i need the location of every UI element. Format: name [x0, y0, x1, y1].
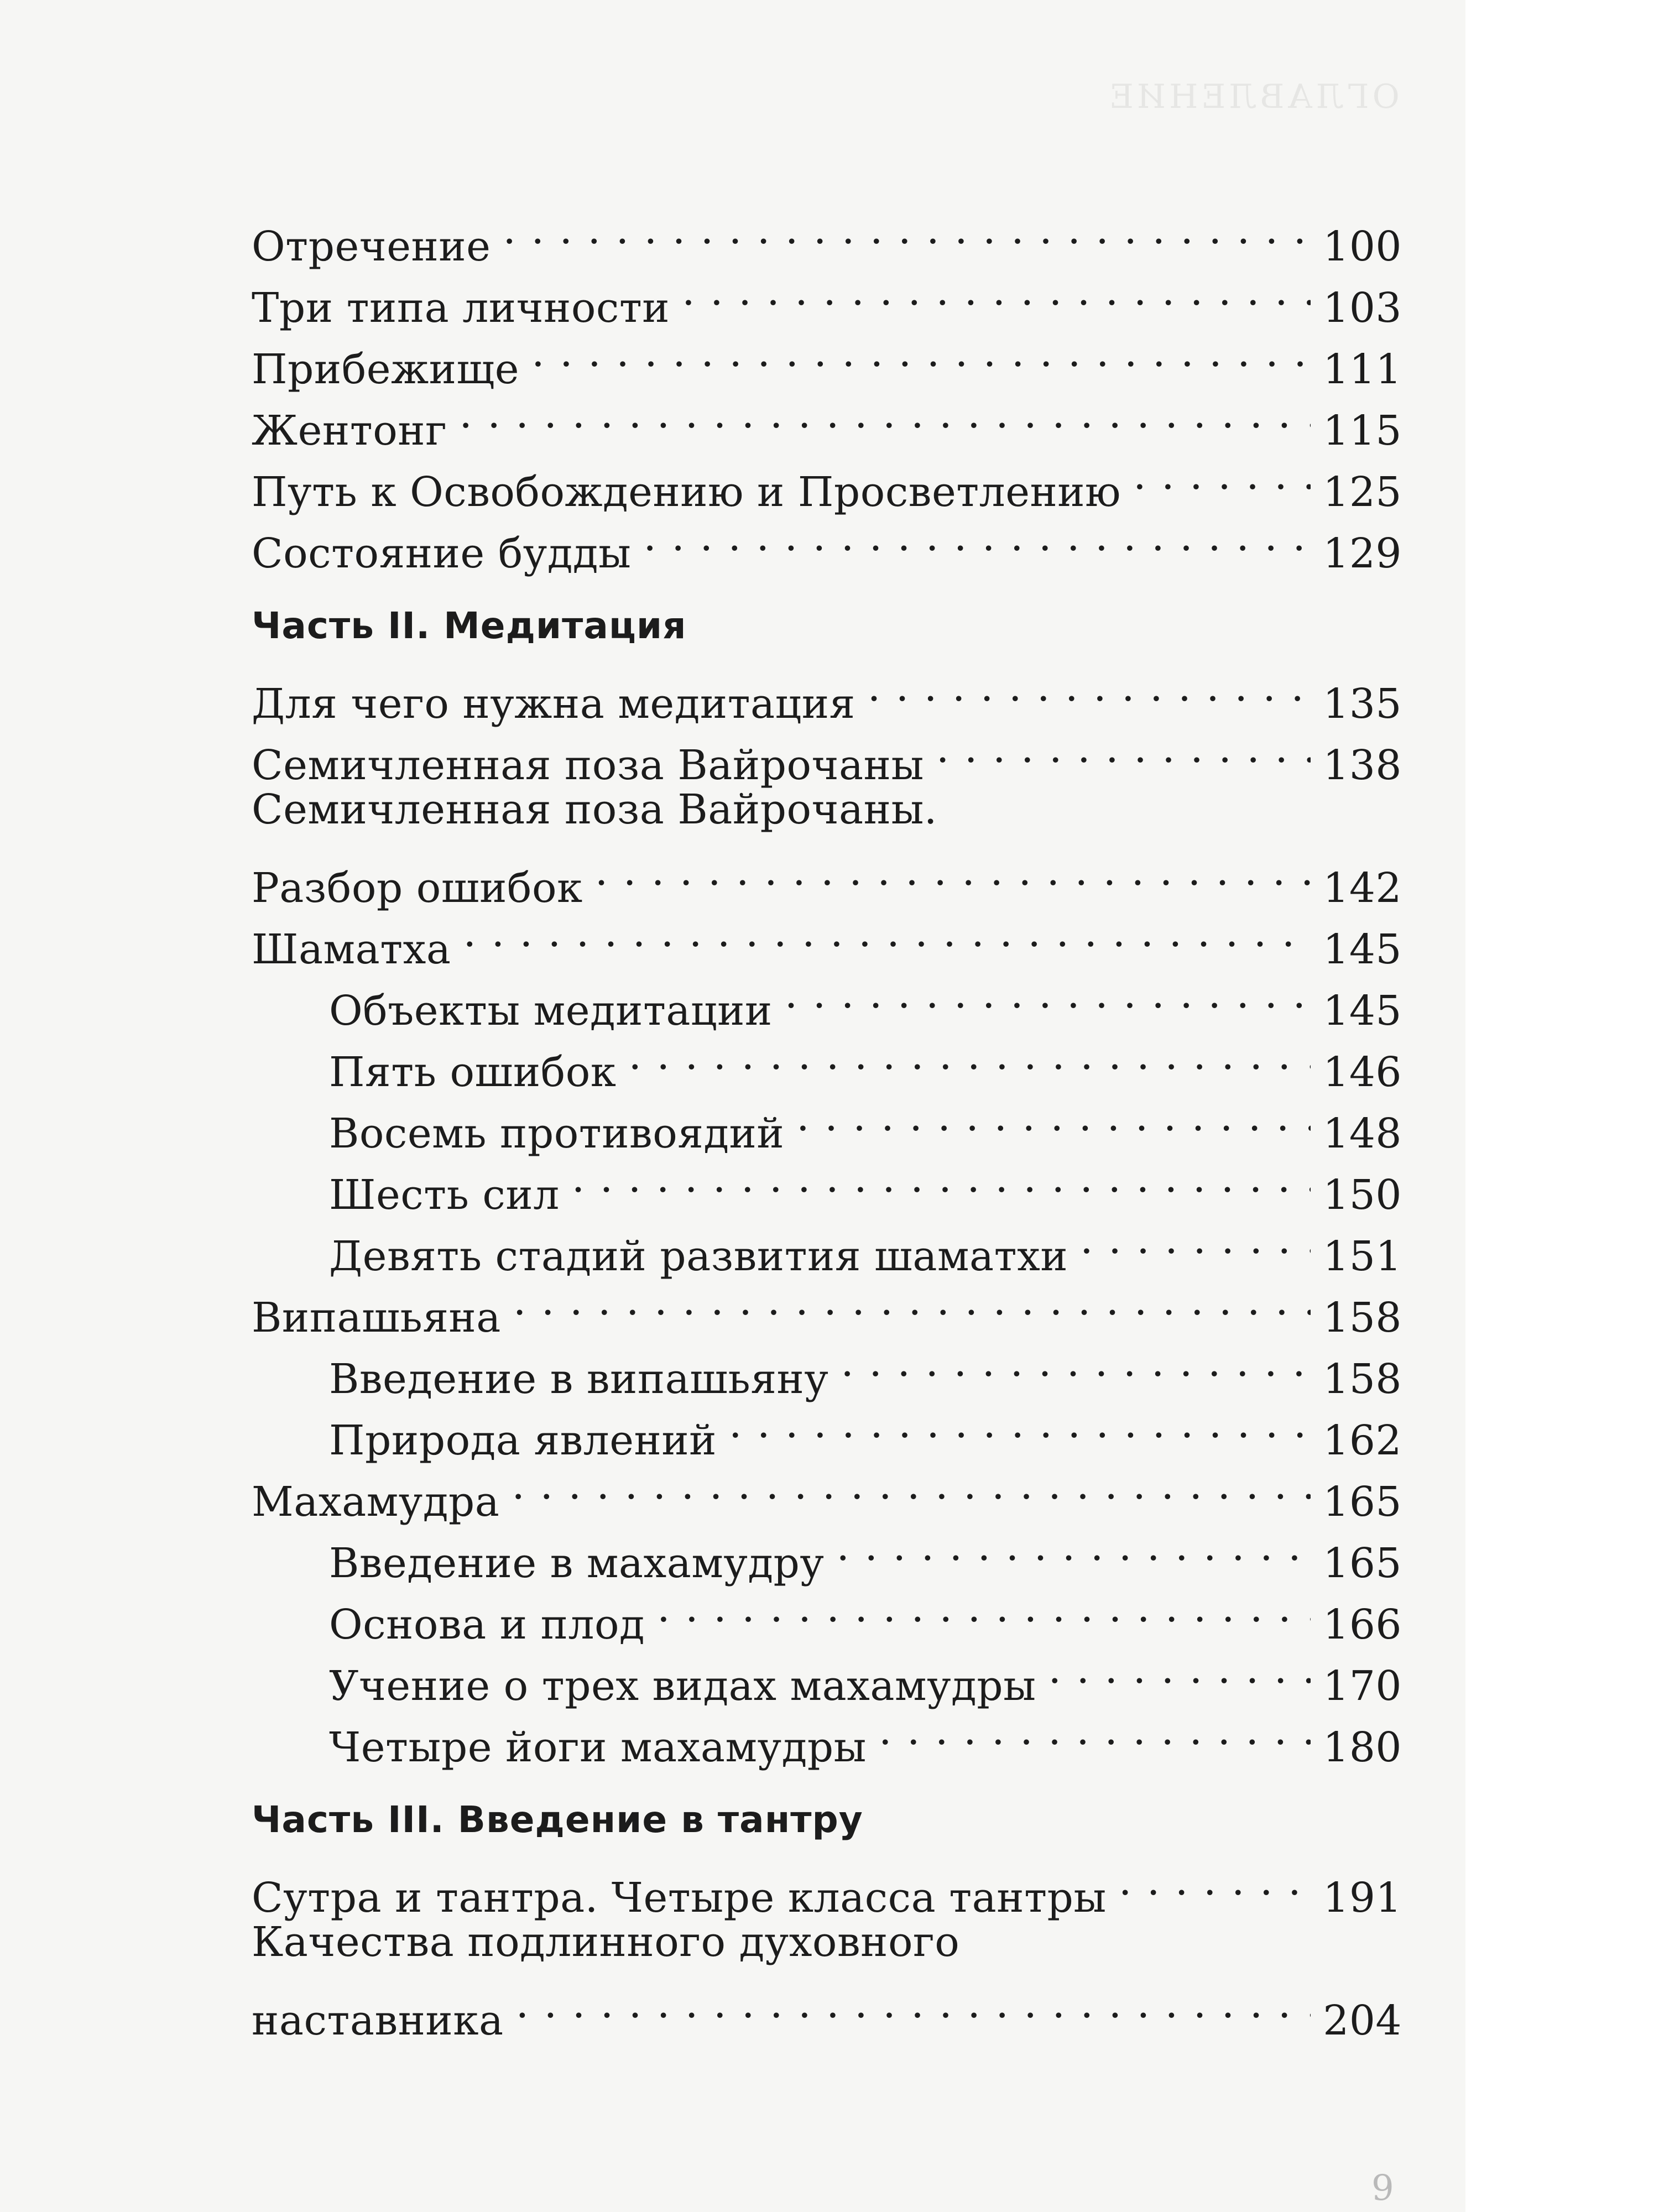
toc-entry-title: Восемь противоядий	[329, 1110, 785, 1157]
toc-entry-page: 103	[1323, 284, 1402, 332]
dot-leader	[1048, 1639, 1311, 1700]
toc-entry-page: 165	[1323, 1478, 1402, 1526]
toc-subentry	[252, 1332, 1402, 1403]
toc-subentry	[252, 1700, 1402, 1771]
dot-leader	[657, 1577, 1311, 1639]
toc-entry	[252, 383, 1402, 455]
toc-subentry	[252, 1086, 1402, 1157]
dot-leader	[595, 841, 1311, 902]
dot-leader	[643, 506, 1311, 567]
toc-entry-title: Три типа личности	[252, 284, 670, 332]
dot-leader	[531, 322, 1311, 383]
show-through-header: ОГЛАВЛЕНИЕ	[1106, 77, 1400, 116]
toc-entry-page: 148	[1323, 1110, 1402, 1157]
toc-entry-page: 111	[1323, 346, 1402, 393]
dot-leader	[512, 1454, 1311, 1516]
toc-entry-title: Основа и плод	[329, 1601, 645, 1648]
toc-entry-page: 135	[1323, 680, 1402, 728]
dot-leader	[516, 1973, 1311, 2034]
toc-entry	[252, 841, 1402, 912]
dot-leader	[785, 963, 1311, 1025]
dot-leader	[463, 902, 1311, 963]
toc-subentry	[252, 1209, 1402, 1280]
toc-entry-title: Для чего нужна медитация	[252, 680, 855, 728]
dot-leader	[1080, 1209, 1311, 1270]
dot-leader	[868, 656, 1311, 718]
toc-entry-title: Випашьяна	[252, 1294, 501, 1342]
toc-subentry	[252, 1577, 1402, 1648]
toc-entry-page: 146	[1323, 1048, 1402, 1096]
toc-entry	[252, 199, 1402, 270]
toc-entry-title: Объекты медитации	[329, 987, 773, 1035]
toc-entry	[252, 656, 1402, 728]
toc-entry-page: 158	[1323, 1355, 1402, 1403]
toc-entry-title: Семичленная поза Вайрочаны	[252, 742, 924, 789]
toc-subentry	[252, 1639, 1402, 1710]
toc-entry-title: Введение в випашьяну	[329, 1355, 829, 1403]
toc-entry-title: Шаматха	[252, 926, 451, 973]
toc-entry-title: наставника	[252, 1997, 504, 2044]
toc-entry-page: 115	[1323, 407, 1402, 455]
part-heading: Часть II. Медитация	[252, 604, 687, 647]
toc-subentry	[252, 963, 1402, 1035]
toc-entry-page: 145	[1323, 987, 1402, 1035]
toc-entry-continued-line: Семичленная поза Вайрочаны.	[252, 786, 937, 833]
toc-entry-title: Девять стадий развития шаматхи	[329, 1233, 1068, 1280]
toc-entry-title: Сутра и тантра. Четыре класса тантры	[252, 1874, 1107, 1922]
dot-leader	[936, 718, 1311, 779]
toc-entry-page: 129	[1323, 530, 1402, 577]
toc-entry-title: Введение в махамудру	[329, 1540, 825, 1587]
toc-subentry	[252, 1516, 1402, 1587]
toc-entry	[252, 1454, 1402, 1526]
toc-entry	[252, 445, 1402, 516]
dot-leader	[503, 199, 1311, 260]
toc-entry-page: 204	[1323, 1997, 1402, 2044]
dot-leader	[572, 1147, 1311, 1209]
toc-entry-title: Природа явлений	[329, 1417, 717, 1464]
toc-entry	[252, 1270, 1402, 1342]
toc-entry-page: 162	[1323, 1417, 1402, 1464]
toc-entry-page: 158	[1323, 1294, 1402, 1342]
toc-entry-title: Путь к Освобождению и Просветлению	[252, 468, 1121, 516]
dot-leader	[1133, 445, 1311, 506]
toc-entry-page: 180	[1323, 1724, 1402, 1771]
dot-leader	[1119, 1850, 1311, 1912]
toc-entry-page: 170	[1323, 1662, 1402, 1710]
dot-leader	[513, 1270, 1311, 1332]
part-heading: Часть III. Введение в тантру	[252, 1798, 863, 1841]
toc-entry-title: Состояние будды	[252, 530, 632, 577]
dot-leader	[841, 1332, 1311, 1393]
table-of-contents	[252, 199, 1402, 2044]
toc-entry-page: 150	[1323, 1171, 1402, 1219]
toc-entry-title: Махамудра	[252, 1478, 500, 1526]
toc-entry	[252, 260, 1402, 332]
toc-subentry	[252, 1393, 1402, 1464]
toc-entry-page: 138	[1323, 742, 1402, 789]
toc-entry-page: 165	[1323, 1540, 1402, 1587]
toc-entry	[252, 1973, 1402, 2044]
toc-entry	[252, 506, 1402, 577]
toc-entry-title: Пять ошибок	[329, 1048, 617, 1096]
toc-entry-page: 145	[1323, 926, 1402, 973]
toc-entry-title: Учение о трех видах махамудры	[329, 1662, 1036, 1710]
toc-subentry	[252, 1147, 1402, 1219]
dot-leader	[879, 1700, 1311, 1761]
dot-leader	[836, 1516, 1311, 1577]
toc-entry-title: Разбор ошибок	[252, 864, 583, 912]
toc-entry-title: Жентонг	[252, 407, 447, 455]
toc-entry-title: Шесть сил	[329, 1171, 560, 1219]
toc-entry	[252, 902, 1402, 973]
toc-entry-page: 142	[1323, 864, 1402, 912]
dot-leader	[629, 1025, 1311, 1086]
background-margin	[1465, 0, 1659, 2212]
dot-leader	[682, 260, 1311, 322]
toc-entry-page: 191	[1323, 1874, 1402, 1922]
toc-entry-title: Прибежище	[252, 346, 520, 393]
toc-entry-title: Отречение	[252, 223, 491, 270]
dot-leader	[729, 1393, 1311, 1454]
toc-entry-page: 125	[1323, 468, 1402, 516]
toc-entry-page: 166	[1323, 1601, 1402, 1648]
toc-entry-page: 100	[1323, 223, 1402, 270]
toc-entry-title: Четыре йоги махамудры	[329, 1724, 867, 1771]
toc-subentry	[252, 1025, 1402, 1096]
toc-entry-continued-line: Качества подлинного духовного	[252, 1918, 960, 1966]
dot-leader	[796, 1086, 1311, 1147]
toc-entry	[252, 1850, 1402, 1922]
toc-entry-page: 151	[1323, 1233, 1402, 1280]
dot-leader	[459, 383, 1311, 445]
toc-entry	[252, 322, 1402, 393]
toc-entry	[252, 718, 1402, 789]
page-number: 9	[1371, 2168, 1394, 2209]
